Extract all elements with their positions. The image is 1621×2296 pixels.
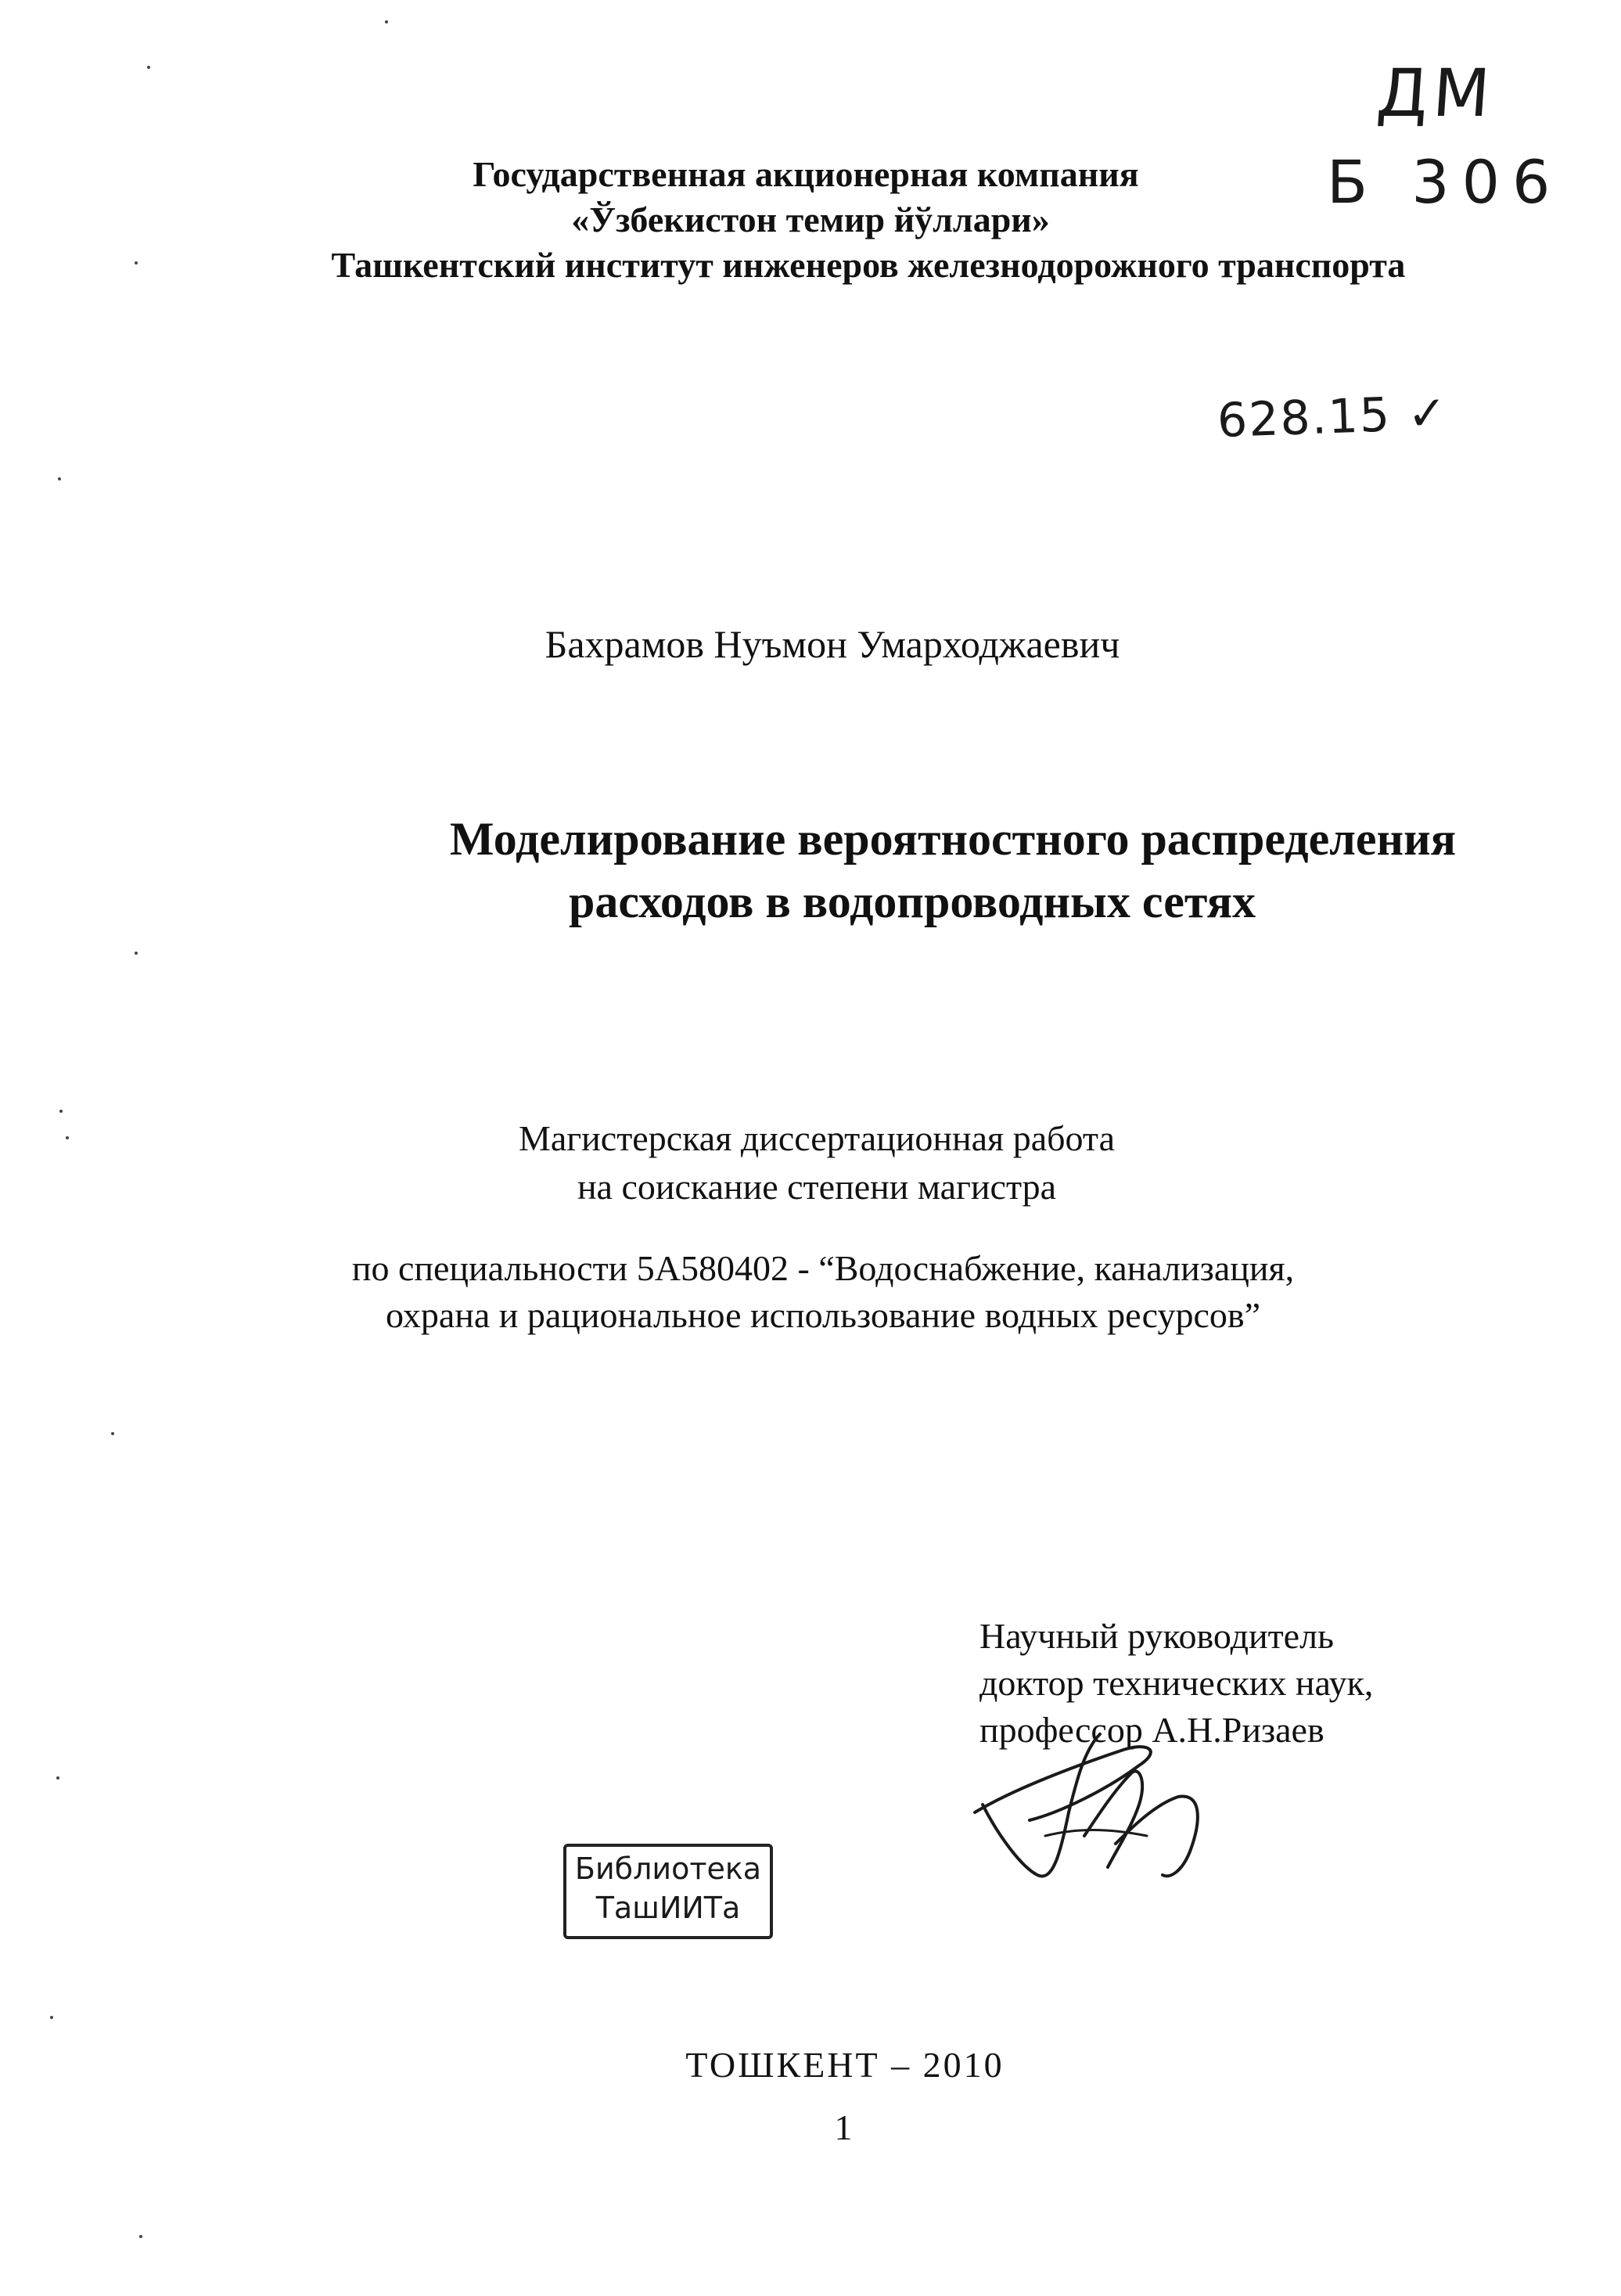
- specialty-line-1: по специальности 5А580402 - “Водоснабжение, канализация,: [351, 1248, 1295, 1288]
- scan-speck: [58, 477, 61, 480]
- scan-speck: [135, 261, 138, 265]
- supervisor-signature: [967, 1718, 1233, 1898]
- organization-line-2: «Ўзбекистон темир йўллари»: [571, 200, 1050, 239]
- scan-speck: [59, 1110, 63, 1113]
- degree-line-1: Магистерская диссертационная работа: [518, 1118, 1116, 1158]
- supervisor-line-1: Научный руководитель: [979, 1616, 1335, 1656]
- scan-speck: [56, 1776, 59, 1780]
- library-stamp-line-1: Библиотека: [574, 1852, 762, 1886]
- thesis-title-line-1: Моделирование вероятностного распределения: [449, 813, 1457, 865]
- thesis-title-line-2: расходов в водопроводных сетях: [568, 876, 1256, 927]
- handwritten-catalog-code: Б 306: [1327, 147, 1563, 217]
- library-stamp-line-2: ТашИИТа: [595, 1891, 741, 1925]
- scan-speck: [111, 1432, 114, 1435]
- scan-speck: [66, 1136, 69, 1139]
- handwritten-catalog-mark: ДМ: [1374, 55, 1497, 131]
- scan-speck: [139, 2235, 142, 2238]
- scan-speck: [147, 66, 150, 69]
- specialty-line-2: охрана и рациональное использование водных ресурсов”: [385, 1295, 1261, 1335]
- scan-speck: [50, 2016, 53, 2019]
- supervisor-line-2: доктор технических наук,: [979, 1663, 1374, 1703]
- author-name: Бахрамов Нуъмон Умарходжаевич: [545, 622, 1120, 666]
- degree-line-2: на соискание степени магистра: [577, 1167, 1057, 1207]
- organization-line-3: Ташкентский институт инженеров железнодорожного транспорта: [331, 245, 1406, 285]
- city-year: ТОШКЕНТ – 2010: [685, 2045, 1005, 2085]
- supervisor-line-3: профессор А.Н.Ризаев: [979, 1710, 1324, 1750]
- scan-speck: [135, 952, 138, 955]
- library-stamp: [563, 1844, 773, 1939]
- organization-line-1: Государственная акционерная компания: [473, 154, 1139, 194]
- handwritten-udc-code: 628.15 ✓: [1216, 385, 1450, 449]
- scan-speck: [385, 20, 388, 23]
- page-number: 1: [834, 2107, 853, 2147]
